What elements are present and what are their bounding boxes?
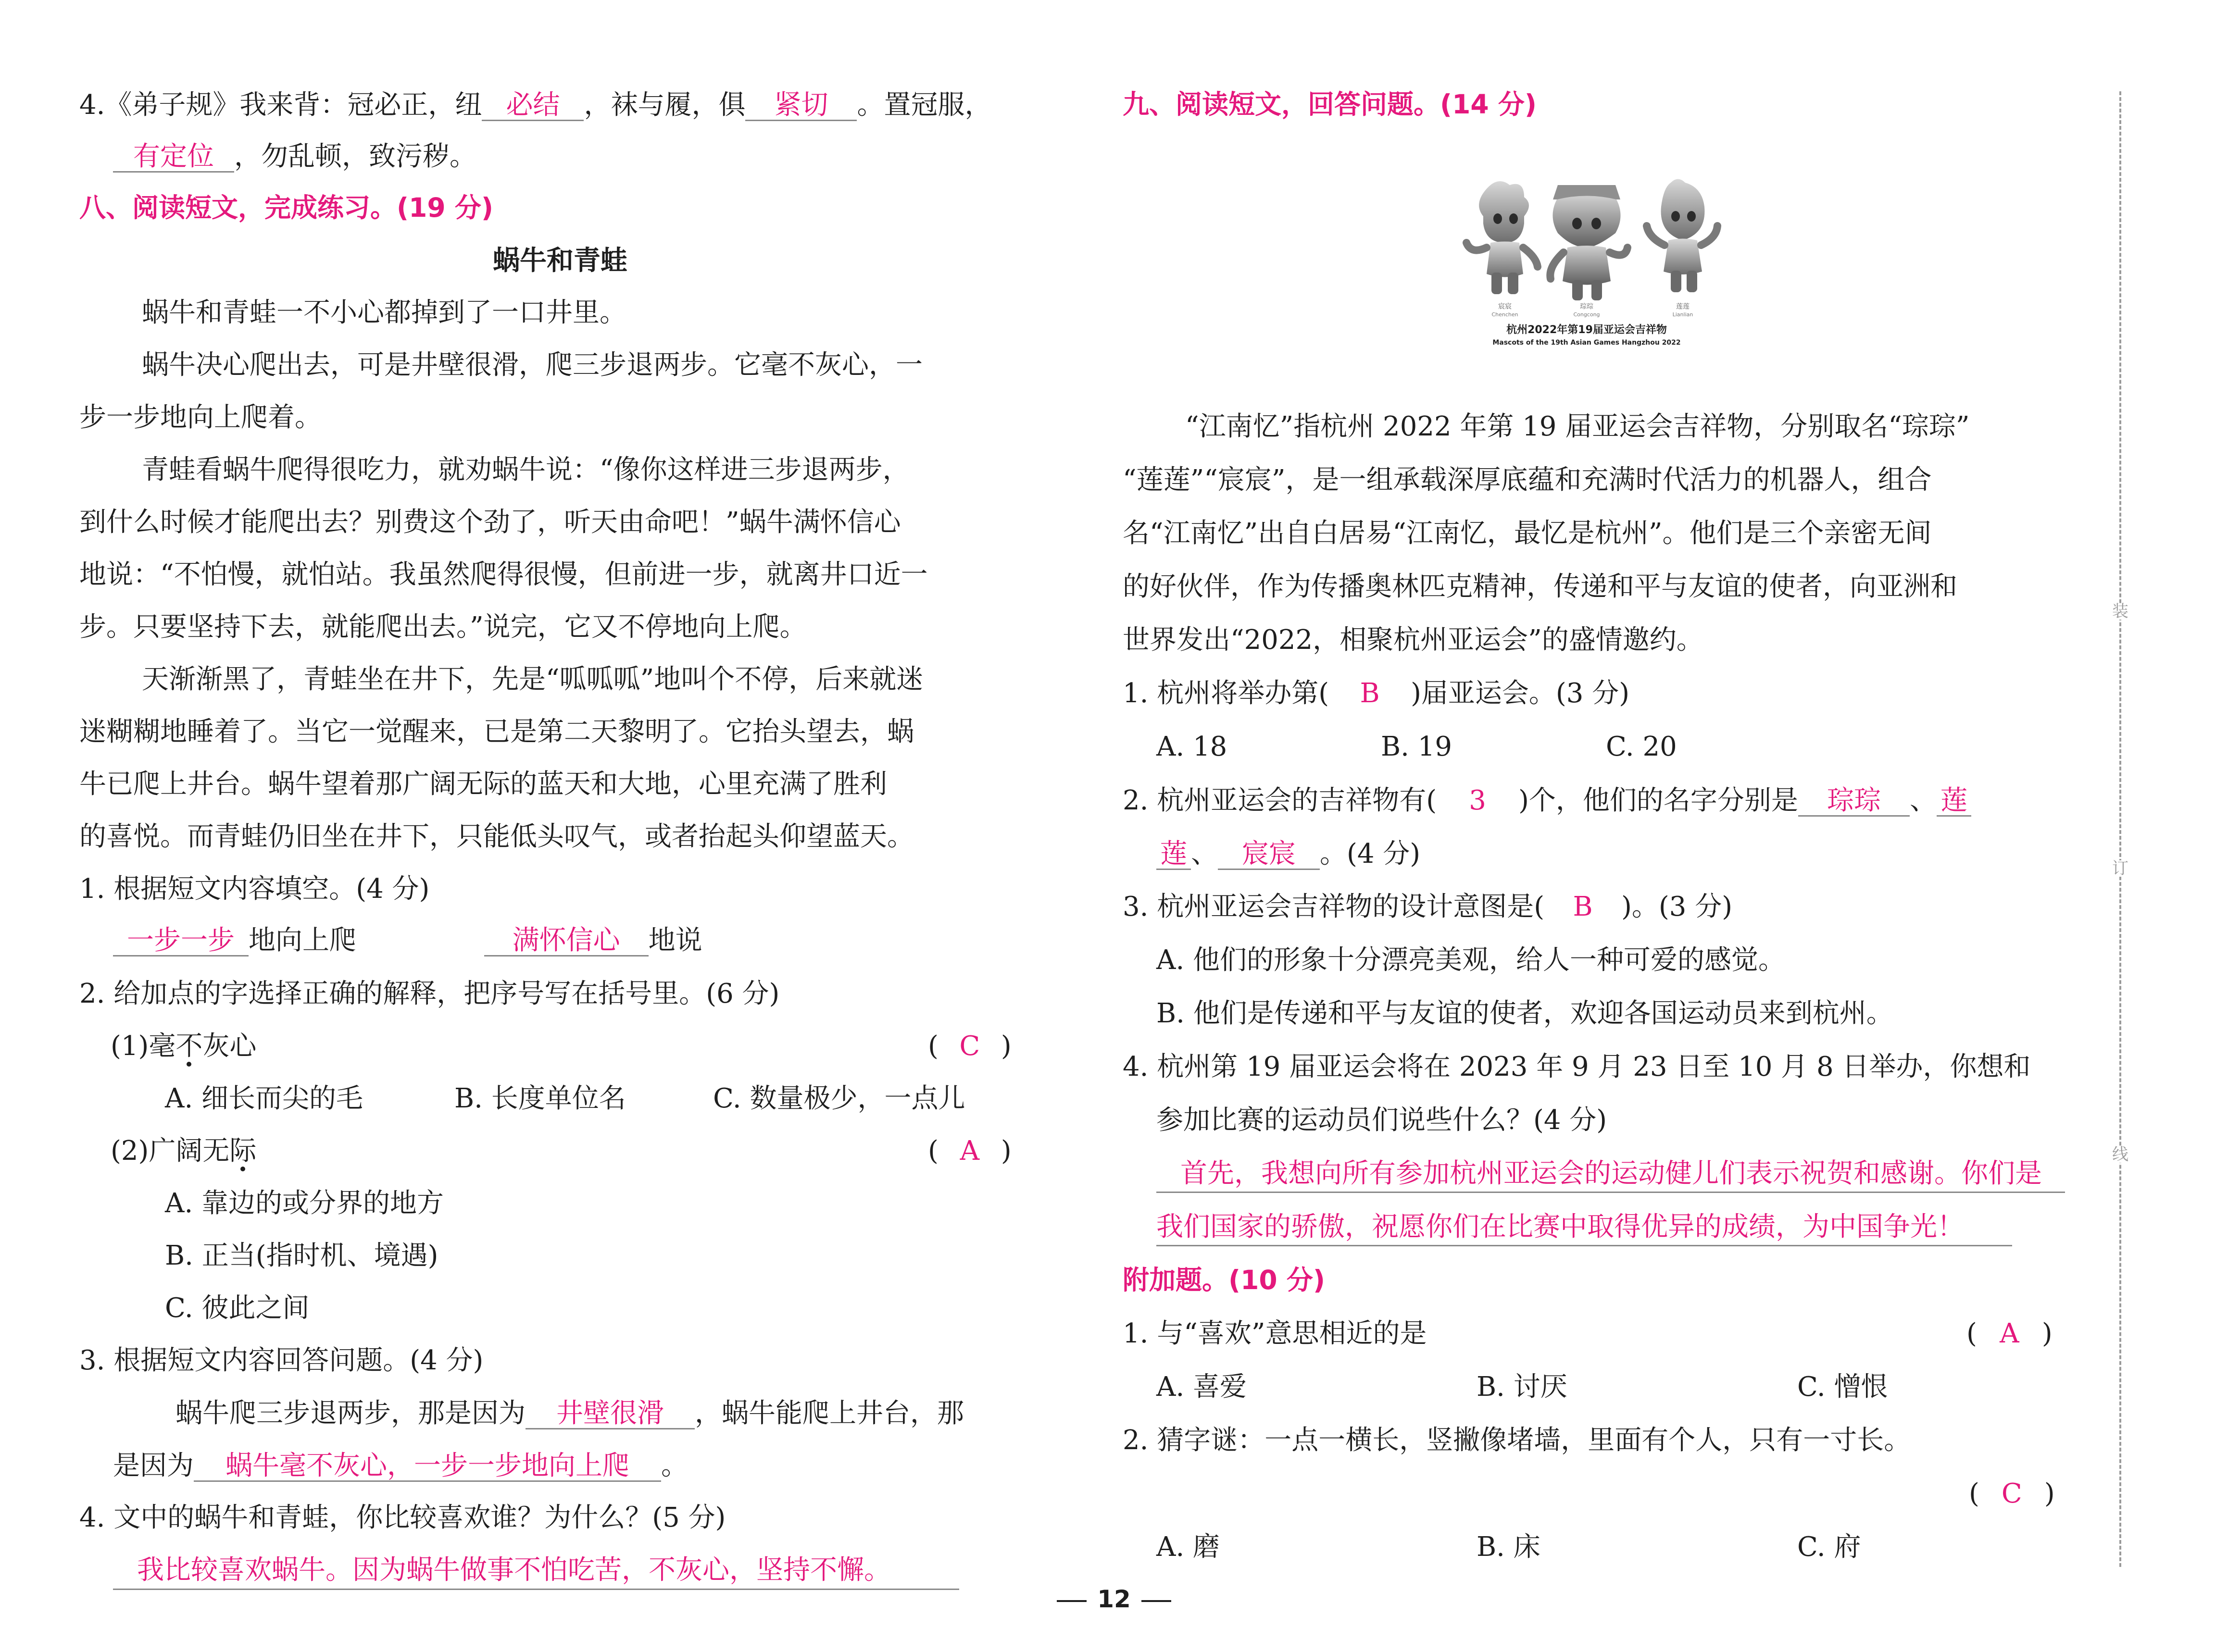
footer-rule-right [1141, 1600, 1171, 1602]
answer-letter: C [959, 1031, 980, 1062]
option: A. 靠边的或分界的地方 [165, 1188, 444, 1219]
page-number [0, 1587, 2228, 1611]
answer-blank: 满怀信心 [484, 927, 649, 956]
r-question-4-line2: 参加比赛的运动员们说些什么？(4 分) [1156, 1105, 1607, 1136]
question-2-sub2: (2)广阔无际 [111, 1135, 257, 1167]
answer-letter: A [960, 1135, 980, 1167]
r-question-2-line2: 莲 、 宸宸 。(4 分) [1156, 840, 1420, 870]
answer-blank: 一步一步 [113, 927, 249, 956]
r-question-3: 3. 杭州亚运会吉祥物的设计意图是( B )。(3 分) [1123, 891, 1733, 922]
option: B. 他们是传递和平与友谊的使者，欢迎各国运动员来到杭州。 [1156, 998, 1893, 1029]
mascot-name-label: 莲莲 [1676, 303, 1690, 311]
mascot-pinyin-label: Chenchen [1491, 311, 1518, 318]
mascot-name-label: 琮琮 [1580, 303, 1593, 311]
mascot-caption-en: Mascots of the 19th Asian Games Hangzhou 2022 [1492, 339, 1681, 347]
option: C. 数量极少，一点儿 [713, 1083, 965, 1114]
question-1-text: 1. 根据短文内容填空。(4 分) [79, 873, 430, 905]
r-question-4-answer-line2: 我们国家的骄傲，祝愿你们在比赛中取得优异的成绩，为中国争光！ [1156, 1211, 1964, 1242]
poem-question-line1: 4.《弟子规》我来背：冠必正，纽 必结 ，袜与履，俱 紧切 。置冠服， [79, 89, 992, 121]
option: A. 磨 [1156, 1531, 1220, 1563]
story-paragraph-line: 步一步地向上爬着。 [79, 402, 322, 433]
option: A. 他们的形象十分漂亮美观，给人一种可爱的感觉。 [1156, 944, 1786, 976]
option: A. 细长而尖的毛 [165, 1083, 363, 1114]
passage-line: “莲莲”“宸宸”，是一组承载深厚底蕴和充满时代活力的机器人，组合 [1123, 464, 1932, 496]
answer-blank: 蜗牛毫不灰心，一步一步地向上爬 [194, 1452, 661, 1482]
binding-mark: 线 [2108, 1146, 2132, 1163]
option: B. 19 [1381, 731, 1452, 762]
answer-blank: 有定位 [113, 143, 234, 173]
answer-bracket: ( C ) [1969, 1478, 2055, 1509]
answer-blank: 必结 [482, 91, 584, 121]
emphasis-dot-char: 际 [229, 1135, 257, 1167]
answer-blank: 井壁很滑 [526, 1400, 695, 1429]
binding-dashed-line [2119, 91, 2121, 1567]
answer-count: 3 [1469, 785, 1486, 816]
poem-question-line2: 有定位 ，勿乱顿，致污秽。 [113, 143, 476, 173]
answer-bracket: ( C ) [928, 1031, 1012, 1062]
question-1-answers: 一步一步 地向上爬 满怀信心 地说 [113, 927, 702, 956]
option: A. 喜爱 [1156, 1371, 1247, 1403]
mascot-pinyin-label: Congcong [1573, 311, 1600, 318]
bonus-question-1: 1. 与“喜欢”意思相近的是 [1123, 1318, 1427, 1349]
passage-line: 名“江南忆”出自白居易“江南忆，最忆是杭州”。他们是三个亲密无间 [1123, 518, 1932, 549]
answer-bracket: ( A ) [928, 1135, 1012, 1167]
answer-blank: 莲 [1156, 840, 1191, 870]
passage-line: 的好伙伴，作为传播奥林匹克精神，传递和平与友谊的使者，向亚洲和 [1123, 571, 1957, 602]
r-question-1: 1. 杭州将举办第( B )届亚运会。(3 分) [1123, 678, 1630, 709]
emphasis-dot-char: 不 [175, 1031, 203, 1062]
story-title: 蜗牛和青蛙 [493, 245, 627, 276]
question-3-text: 3. 根据短文内容回答问题。(4 分) [79, 1345, 484, 1376]
question-4-answer: 我比较喜欢蜗牛。因为蜗牛做事不怕吃苦，不灰心，坚持不懈。 [137, 1554, 891, 1586]
story-paragraph-line: 的喜悦。而青蛙仍旧坐在井下，只能低头叹气，或者抬起头仰望蓝天。 [79, 821, 914, 852]
story-paragraph-line: 地说：“不怕慢，就怕站。我虽然爬得很慢，但前进一步，就离井口近一 [79, 559, 928, 590]
r-question-2-line1: 2. 杭州亚运会的吉祥物有( 3 )个，他们的名字分别是 琮琮 、 莲 [1123, 787, 1971, 817]
mascots-image [1452, 171, 1721, 353]
option: C. 府 [1797, 1531, 1861, 1563]
answer-underline [1156, 1192, 2065, 1193]
section-8-heading: 八、阅读短文，完成练习。(19 分) [79, 192, 493, 223]
r-question-4-line1: 4. 杭州第 19 届亚运会将在 2023 年 9 月 23 日至 10 月 8 日举办，你想和 [1123, 1051, 2031, 1082]
question-3-line1: 蜗牛爬三步退两步，那是因为 井壁很滑 ，蜗牛能爬上井台，那 [175, 1398, 964, 1429]
story-paragraph-line: 青蛙看蜗牛爬得很吃力，就劝蜗牛说：“像你这样进三步退两步， [142, 454, 910, 485]
passage-line: 世界发出“2022，相聚杭州亚运会”的盛情邀约。 [1123, 624, 1703, 656]
option: C. 20 [1606, 731, 1677, 762]
story-paragraph-line: 迷糊糊地睡着了。当它一觉醒来，已是第二天黎明了。它抬头望去，蜗 [79, 716, 914, 747]
question-2-sub1: (1)毫不灰心 [111, 1031, 257, 1062]
bonus-heading: 附加题。(10 分) [1123, 1265, 1325, 1295]
story-paragraph-line: 到什么时候才能爬出去？别费这个劲了，听天由命吧！”蜗牛满怀信心 [79, 507, 901, 538]
option: C. 憎恨 [1797, 1371, 1888, 1403]
story-paragraph-line: 步。只要坚持下去，就能爬出去。”说完，它又不停地向上爬。 [79, 611, 807, 643]
section-9-heading: 九、阅读短文，回答问题。(14 分) [1123, 89, 1537, 120]
mascot-middle-icon [1550, 185, 1627, 300]
answer-blank: 琮琮 [1798, 787, 1910, 817]
mascot-right-icon [1647, 179, 1717, 293]
option: B. 讨厌 [1477, 1371, 1567, 1403]
story-paragraph-line: 蜗牛和青蛙一不小心都掉到了一口井里。 [142, 297, 626, 328]
story-paragraph-line: 牛已爬上井台。蜗牛望着那广阔无际的蓝天和大地，心里充满了胜利 [79, 769, 887, 800]
answer-bracket: ( A ) [1966, 1318, 2053, 1349]
question-4-text: 4. 文中的蜗牛和青蛙，你比较喜欢谁？为什么？(5 分) [79, 1502, 726, 1533]
answer-letter: B [1360, 678, 1380, 709]
passage-line: “江南忆”指杭州 2022 年第 19 届亚运会吉祥物，分别取名“琮琮” [1185, 411, 1970, 442]
answer-underline [1156, 1245, 2012, 1246]
answer-letter: A [2000, 1318, 2019, 1349]
option: B. 床 [1477, 1531, 1540, 1563]
option: B. 长度单位名 [454, 1083, 626, 1114]
option: A. 18 [1156, 731, 1227, 762]
binding-mark: 装 [2108, 603, 2132, 620]
answer-letter: B [1573, 891, 1593, 922]
mascot-caption: 杭州2022年第19届亚运会吉祥物 [1506, 324, 1667, 336]
footer-rule-left [1057, 1600, 1087, 1602]
option: C. 彼此之间 [165, 1292, 310, 1324]
binding-mark: 订 [2108, 860, 2132, 877]
bonus-question-2: 2. 猜字谜：一点一横长，竖撇像堵墙，里面有个人，只有一寸长。 [1123, 1425, 1911, 1456]
mascot-left-icon [1466, 181, 1538, 294]
story-paragraph-line: 天渐渐黑了，青蛙坐在井下，先是“呱呱呱”地叫个不停，后来就迷 [142, 664, 924, 695]
mascot-name-label: 宸宸 [1498, 303, 1512, 311]
answer-blank: 紧切 [745, 91, 857, 121]
story-paragraph-line: 蜗牛决心爬出去，可是井壁很滑，爬三步退两步。它毫不灰心，一 [142, 349, 923, 381]
page-number-text: 12 [1097, 1585, 1131, 1613]
question-3-line2: 是因为 蜗牛毫不灰心，一步一步地向上爬 。 [113, 1450, 688, 1481]
option: B. 正当(指时机、境遇) [165, 1240, 438, 1271]
answer-letter: C [2001, 1478, 2022, 1509]
answer-blank: 宸宸 [1218, 840, 1320, 870]
mascots-illustration [1452, 171, 1721, 353]
r-question-4-answer-line1: 首先，我想向所有参加杭州亚运会的运动健儿们表示祝贺和感谢。你们是 [1180, 1158, 2042, 1189]
answer-blank: 莲 [1937, 787, 1971, 817]
mascot-pinyin-label: Lianlian [1672, 311, 1693, 318]
question-2-text: 2. 给加点的字选择正确的解释，把序号写在括号里。(6 分) [79, 978, 780, 1009]
